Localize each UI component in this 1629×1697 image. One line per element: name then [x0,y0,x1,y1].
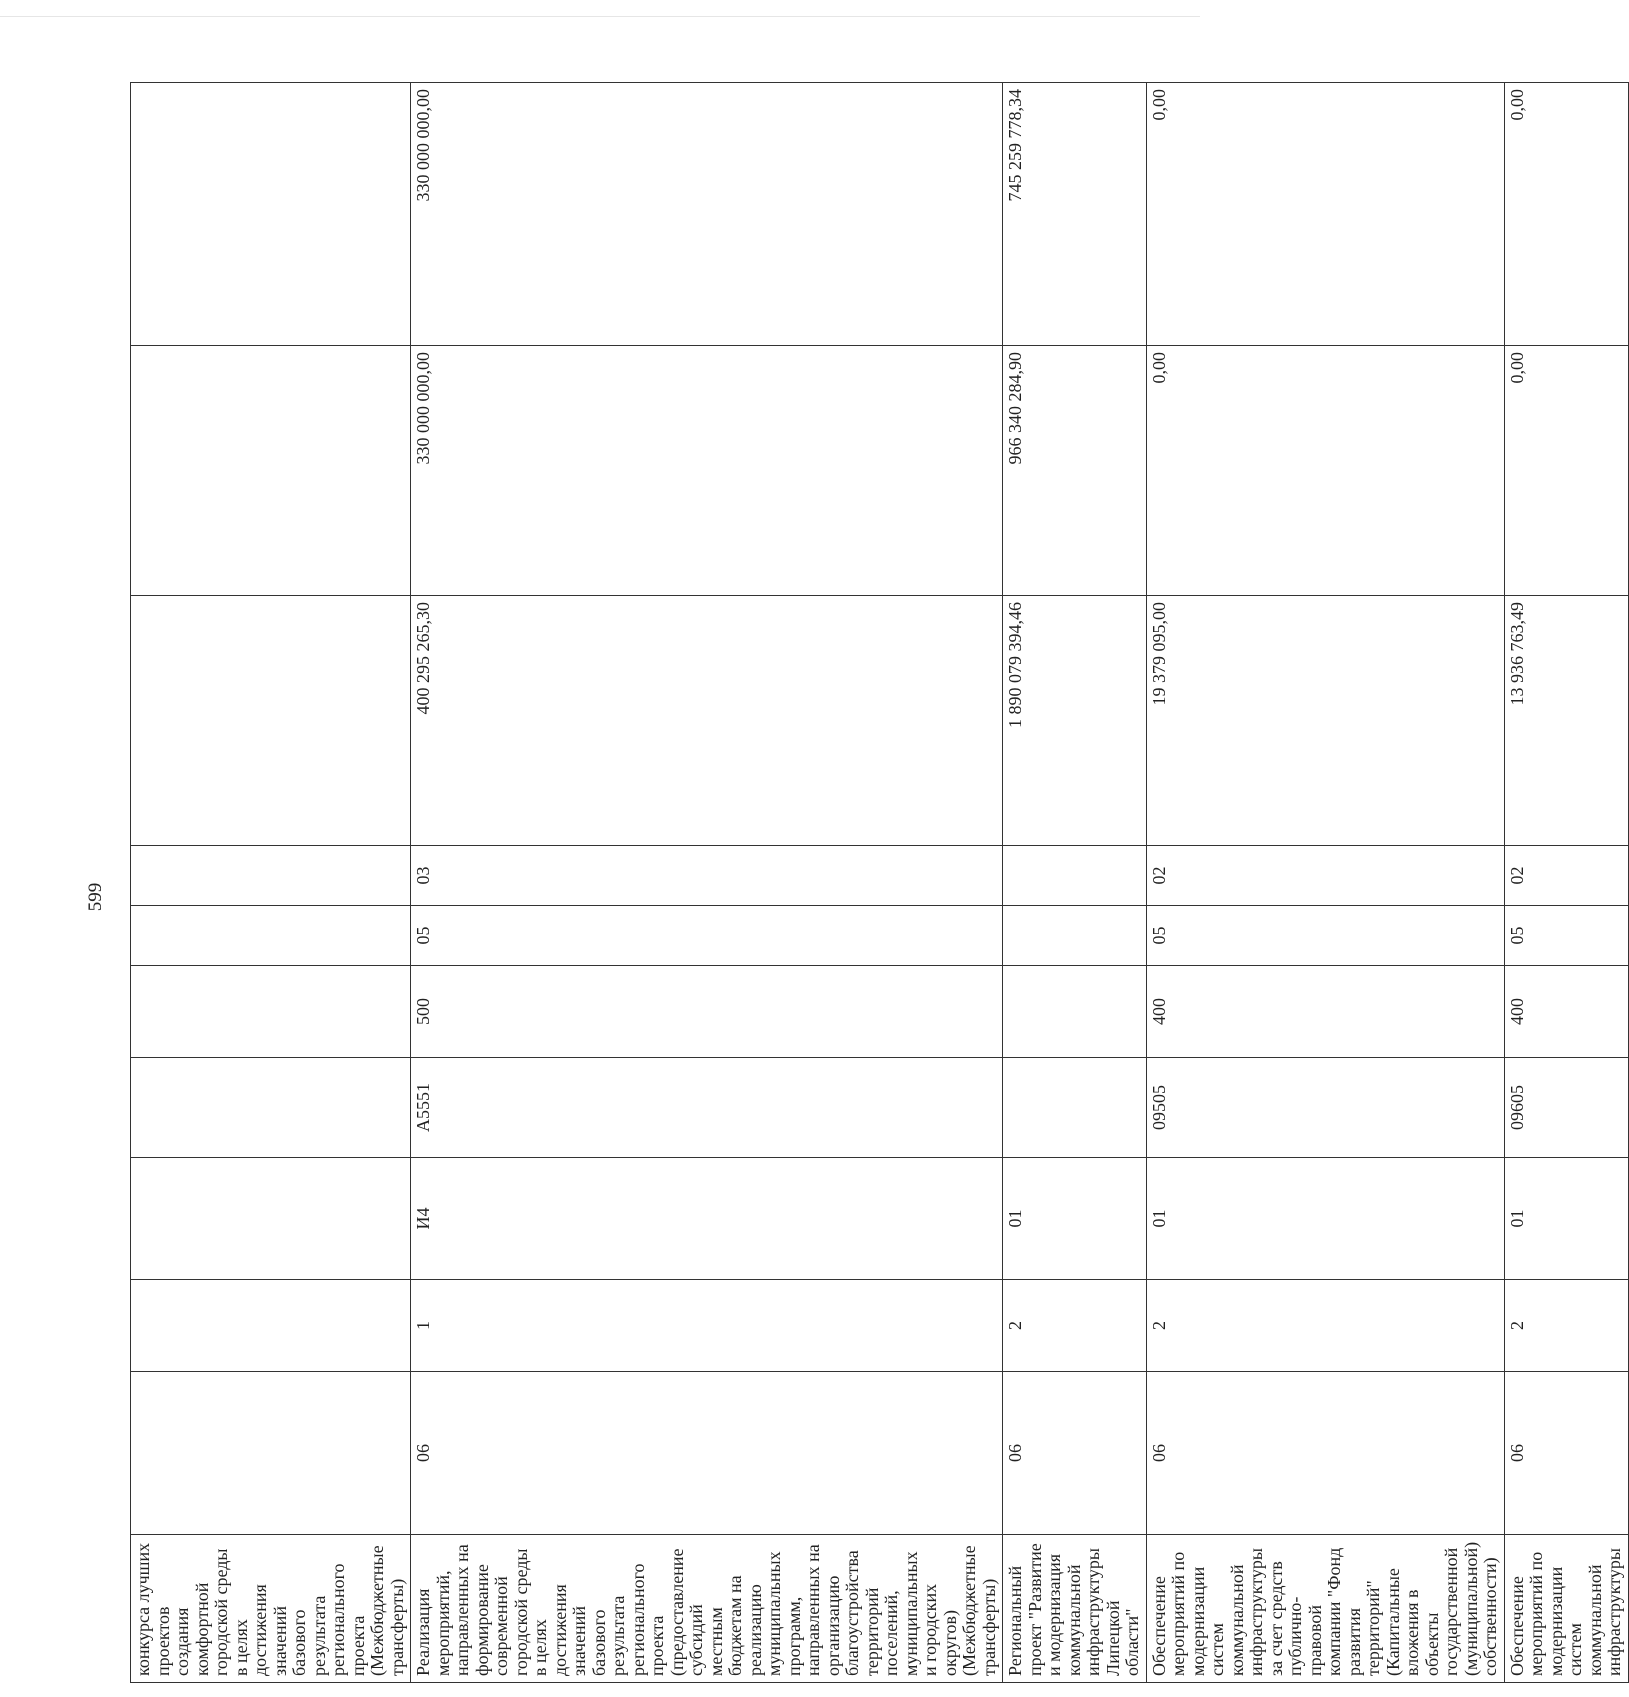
code-cell: 03 [411,846,1003,906]
code-cell [131,1280,411,1372]
code-cell: 06 [411,1372,1003,1535]
code-cell: 400 [1146,966,1504,1058]
amount-cell: 400 295 265,30 [411,596,1003,846]
scan-top-edge [0,16,1200,17]
amount-cell: 0,00 [1146,346,1504,596]
code-cell: А5551 [411,1058,1003,1158]
amount-cell: 0,00 [1146,83,1504,346]
rotated-table-frame [130,83,1624,1683]
amount-cell: 0,00 [1504,83,1628,346]
code-cell: 06 [1504,1372,1628,1535]
budget-table-container [130,83,1624,1683]
amount-cell: 330 000 000,00 [411,346,1003,596]
page-number: 599 [85,882,106,912]
table-row [1504,83,1628,1683]
code-cell: 06 [1146,1372,1504,1535]
amount-cell: 745 259 778,34 [1003,83,1147,346]
code-cell: 01 [1146,1158,1504,1280]
table-row [1003,83,1147,1683]
amount-cell [131,83,411,346]
amount-cell: 330 000 000,00 [411,83,1003,346]
code-cell: 09505 [1146,1058,1504,1158]
table-row [1146,83,1504,1683]
amount-cell: 0,00 [1504,346,1628,596]
code-cell: 05 [1504,906,1628,966]
code-cell: 01 [1003,1158,1147,1280]
table-row [411,83,1003,1683]
code-cell [1003,1058,1147,1158]
code-cell: 05 [1146,906,1504,966]
code-cell: 1 [411,1280,1003,1372]
code-cell: 02 [1504,846,1628,906]
code-cell [1003,846,1147,906]
code-cell [131,906,411,966]
code-cell: 09605 [1504,1058,1628,1158]
row-description: Региональный проект "Развитие и модернизация коммунальной инфраструктуры Липецкой области" [1003,1535,1147,1683]
code-cell: 2 [1146,1280,1504,1372]
amount-cell: 13 936 763,49 [1504,596,1628,846]
code-cell [1003,966,1147,1058]
code-cell: И4 [411,1158,1003,1280]
table-row [131,83,411,1683]
code-cell: 06 [1003,1372,1147,1535]
code-cell: 2 [1003,1280,1147,1372]
amount-cell: 1 890 079 394,46 [1003,596,1147,846]
code-cell: 02 [1146,846,1504,906]
code-cell [131,1158,411,1280]
code-cell: 01 [1504,1158,1628,1280]
code-cell [131,1372,411,1535]
code-cell: 500 [411,966,1003,1058]
row-description: конкурса лучших проектов создания комфортной городской среды в целях достижения значений базового результата регионального проекта (Межбюджетные трансферты) [131,1535,411,1683]
code-cell [131,1058,411,1158]
code-cell: 400 [1504,966,1628,1058]
code-cell [131,966,411,1058]
row-description: Обеспечение мероприятий по модернизации систем коммунальной инфраструктуры [1504,1535,1628,1683]
row-description: Обеспечение мероприятий по модернизации систем коммунальной инфраструктуры за счет средств публично-правовой компании "Фонд развития территорий" (Капитальные вложения в объекты государственной (муниципальной) собственности) [1146,1535,1504,1683]
amount-cell [131,596,411,846]
code-cell [1003,906,1147,966]
amount-cell [131,346,411,596]
code-cell [131,846,411,906]
budget-table [130,82,1629,1683]
row-description: Реализация мероприятий, направленных на формирование современной городской среды в целях достижения значений базового результата регионального проекта (предоставление субсидий местным бюджетам на реализацию муниципальных программ, направленных на организацию благоустройства территорий поселений, муниципальных и городских округов) (Межбюджетные трансферты) [411,1535,1003,1683]
code-cell: 05 [411,906,1003,966]
code-cell: 2 [1504,1280,1628,1372]
amount-cell: 966 340 284,90 [1003,346,1147,596]
amount-cell: 19 379 095,00 [1146,596,1504,846]
